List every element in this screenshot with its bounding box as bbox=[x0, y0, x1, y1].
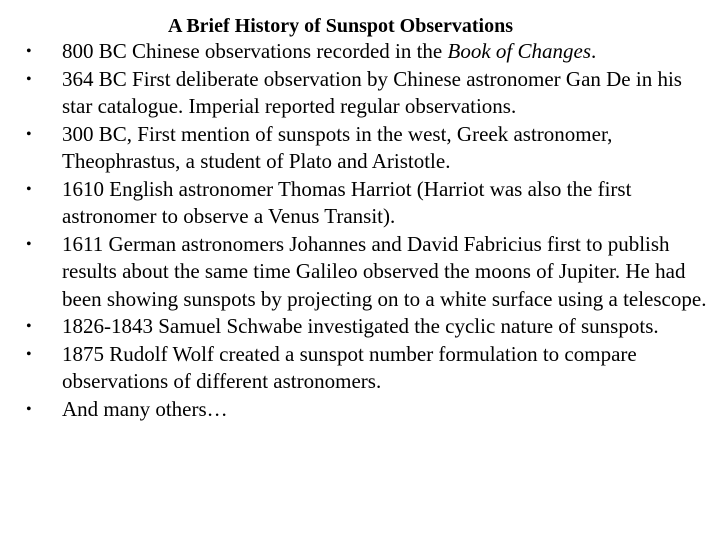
bullet-list bbox=[0, 38, 710, 423]
bullet-item bbox=[0, 176, 710, 231]
bullet-text: And many others… bbox=[62, 396, 228, 421]
bullet-icon: • bbox=[26, 180, 32, 198]
bullet-text: 1611 German astronomers Johannes and David Fabricius first to publish results about the same time Galileo observed the moons of Jupiter. He had been showing sunspots by projecting on to a white surface using a telescope. bbox=[62, 231, 707, 311]
bullet-text: 1610 English astronomer Thomas Harriot (Harriot was also the first astronomer to observe a Venus Transit). bbox=[62, 176, 632, 228]
bullet-item bbox=[0, 341, 710, 396]
book-title: Book of Changes bbox=[447, 39, 591, 63]
bullet-text: 300 BC, First mention of sunspots in the west, Greek astronomer, Theophrastus, a student of Plato and Aristotle. bbox=[62, 121, 613, 173]
bullet-item bbox=[0, 121, 710, 176]
bullet-icon: • bbox=[26, 400, 32, 418]
bullet-icon: • bbox=[26, 345, 32, 363]
bullet-text: 800 BC Chinese observations recorded in the bbox=[62, 39, 448, 63]
bullet-icon: • bbox=[26, 235, 32, 253]
bullet-text: 1875 Rudolf Wolf created a sunspot number formulation to compare observations of different astronomers. bbox=[62, 341, 637, 393]
bullet-item bbox=[0, 396, 710, 424]
bullet-item bbox=[0, 66, 710, 121]
bullet-icon: • bbox=[26, 43, 32, 60]
bullet-icon: • bbox=[26, 318, 32, 335]
bullet-text: 1826-1843 Samuel Schwabe investigated the cyclic nature of sunspots. bbox=[62, 314, 659, 338]
bullet-item bbox=[0, 38, 710, 66]
bullet-item bbox=[0, 231, 710, 314]
bullet-icon: • bbox=[26, 125, 32, 143]
bullet-icon: • bbox=[26, 70, 32, 88]
bullet-text-end: . bbox=[591, 39, 597, 63]
bullet-item bbox=[0, 313, 710, 341]
bullet-text: 364 BC First deliberate observation by Chinese astronomer Gan De in his star catalogue. Imperial reported regular observations. bbox=[62, 66, 682, 118]
slide-title: A Brief History of Sunspot Observations bbox=[168, 15, 514, 37]
